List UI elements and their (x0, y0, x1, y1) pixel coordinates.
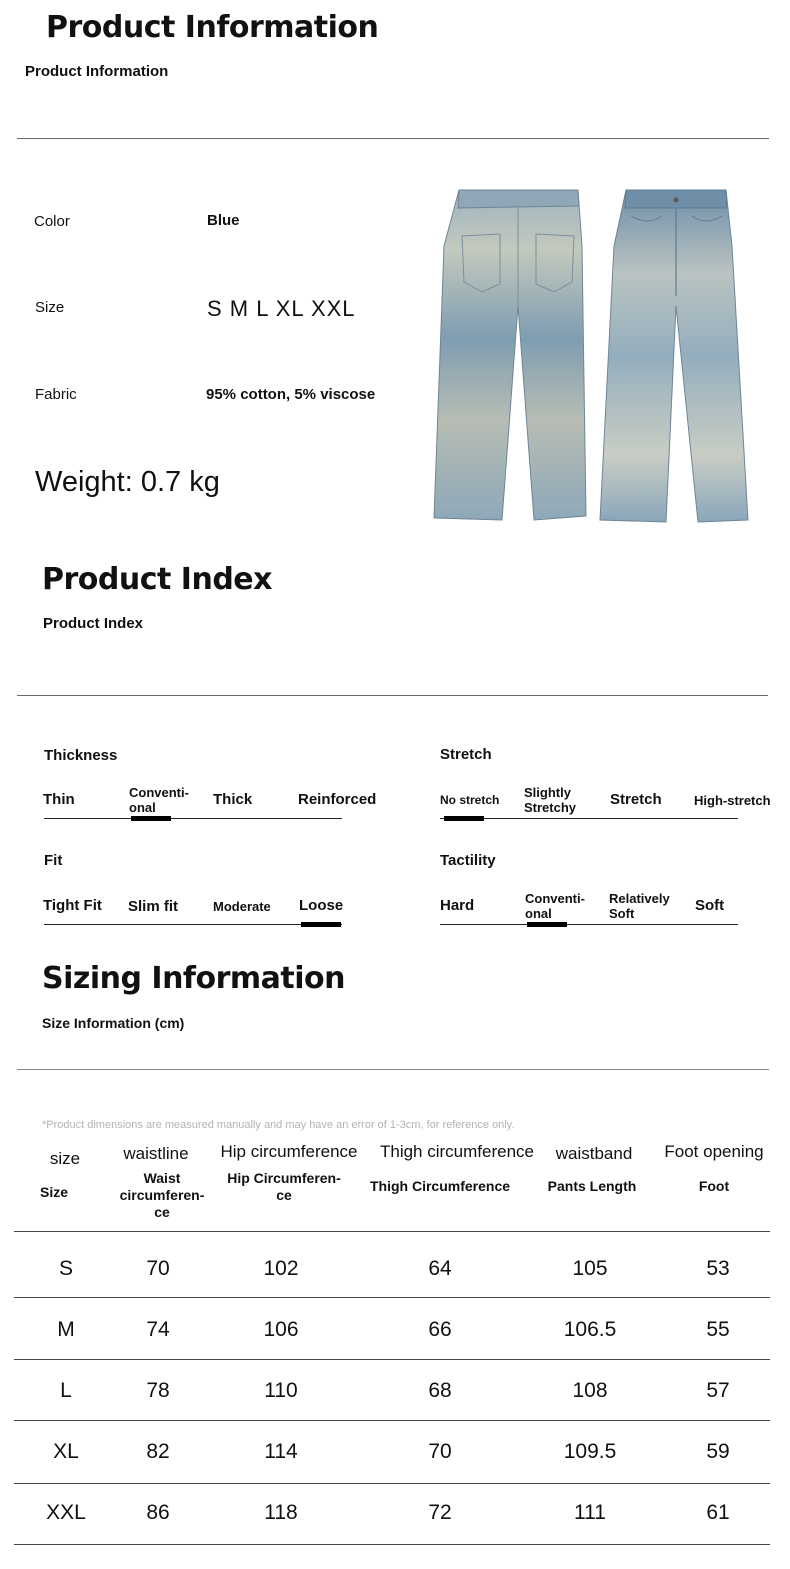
table-cell-size: XL (53, 1440, 79, 1463)
stretch-scale (440, 818, 738, 819)
table-row-rule (14, 1420, 770, 1421)
col-header-size: Size (39, 1184, 68, 1200)
table-cell-hip: 102 (263, 1257, 299, 1280)
table-cell-waist: 78 (146, 1379, 170, 1402)
table-cell-thigh: 66 (428, 1318, 452, 1341)
product-index-heading: Product Index (42, 562, 272, 597)
section-divider (17, 138, 769, 139)
thickness-option-thick: Thick (213, 791, 253, 808)
tactility-option-hard: Hard (440, 897, 475, 914)
table-cell-thigh: 64 (428, 1257, 452, 1280)
table-cell-foot: 57 (706, 1379, 730, 1402)
fit-option-slim-fit: Slim fit (128, 898, 179, 915)
size-label: Size (35, 299, 65, 316)
stretch-option-slightly-stretchy: Slightly Stretchy (524, 785, 577, 815)
fabric-label: Fabric (35, 386, 77, 403)
col-header-thigh-top: Thigh circumference (379, 1142, 534, 1161)
thickness-option-reinforced: Reinforced (298, 791, 377, 808)
tactility-scale (440, 924, 738, 925)
stretch-option-no-stretch: No stretch (440, 793, 500, 807)
table-cell-pants-length: 105 (572, 1257, 608, 1280)
table-cell-pants-length: 108 (572, 1379, 608, 1402)
thickness-scale (44, 818, 342, 819)
table-cell-foot: 61 (706, 1501, 730, 1524)
table-cell-foot: 53 (706, 1257, 730, 1280)
table-cell-thigh: 70 (428, 1440, 452, 1463)
table-row-rule (14, 1297, 770, 1298)
table-cell-hip: 118 (264, 1501, 298, 1524)
table-cell-waist: 74 (146, 1318, 170, 1341)
table-row-rule (14, 1544, 770, 1545)
table-cell-pants-length: 109.5 (563, 1440, 617, 1463)
table-header-rule (14, 1231, 770, 1232)
sizing-information-subheading: Size Information (cm) (42, 1015, 185, 1031)
fit-scale (44, 924, 342, 925)
table-cell-foot: 55 (706, 1318, 730, 1341)
table-cell-waist: 70 (146, 1257, 170, 1280)
col-header-foot: Foot (698, 1178, 730, 1194)
stretch-option-stretch: Stretch (610, 791, 662, 808)
weight-text: Weight: 0.7 kg (35, 466, 220, 498)
fit-title: Fit (44, 852, 63, 869)
table-row-rule (14, 1359, 770, 1360)
table-cell-pants-length: 111 (574, 1501, 606, 1524)
table-cell-waist: 86 (146, 1501, 170, 1524)
tactility-indicator (527, 922, 567, 927)
fit-indicator (301, 922, 341, 927)
product-information-heading: Product Information (46, 10, 379, 45)
section-divider (17, 695, 768, 696)
col-header-hip-top: Hip circumference (220, 1142, 358, 1161)
col-header-waistband-top: waistband (555, 1144, 633, 1163)
col-header-pants-length: Pants Length (547, 1178, 637, 1194)
col-header-waistline-top: waistline (123, 1144, 189, 1163)
table-cell-size: M (57, 1318, 75, 1341)
tactility-title: Tactility (440, 852, 496, 869)
size-value: S M L XL XXL (207, 296, 356, 321)
table-cell-size: S (58, 1257, 73, 1280)
product-image (426, 186, 756, 526)
table-cell-hip: 114 (264, 1440, 298, 1463)
color-value: Blue (207, 212, 240, 229)
fit-option-moderate: Moderate (213, 899, 271, 914)
thickness-option-thin: Thin (43, 791, 75, 808)
tactility-option-conventional: Conventi- onal (525, 891, 585, 921)
col-header-thigh: Thigh Circumference (369, 1178, 511, 1194)
table-cell-pants-length: 106.5 (563, 1318, 617, 1341)
section-divider (17, 1069, 769, 1070)
jeans-illustration (426, 186, 756, 526)
fit-option-tight-fit: Tight Fit (43, 897, 102, 914)
fabric-value: 95% cotton, 5% viscose (206, 386, 376, 403)
table-cell-hip: 106 (263, 1318, 299, 1341)
thickness-indicator (131, 816, 171, 821)
tactility-option-relatively-soft: Relatively Soft (609, 891, 670, 921)
table-row-rule (14, 1483, 770, 1484)
color-label: Color (34, 213, 70, 230)
col-header-size-top: size (49, 1149, 81, 1168)
sizing-information-heading: Sizing Information (42, 961, 345, 996)
thickness-title: Thickness (44, 747, 118, 764)
fit-option-loose: Loose (299, 897, 344, 914)
product-index-subheading: Product Index (43, 615, 144, 632)
thickness-option-conventional: Conventi- onal (129, 785, 189, 815)
table-cell-thigh: 72 (428, 1501, 452, 1524)
stretch-indicator (444, 816, 484, 821)
measurement-note: *Product dimensions are measured manually and may have an error of 1-3cm, for reference only. (42, 1119, 515, 1131)
table-cell-thigh: 68 (428, 1379, 452, 1402)
stretch-option-high-stretch: High-stretch (694, 793, 771, 808)
col-header-foot-opening-top: Foot opening (664, 1142, 764, 1161)
table-cell-foot: 59 (706, 1440, 730, 1463)
tactility-option-soft: Soft (695, 897, 725, 914)
stretch-title: Stretch (440, 746, 492, 763)
col-header-hip: Hip Circumferen- ce (227, 1170, 341, 1203)
col-header-waist: Waist circumferen- ce (119, 1170, 205, 1220)
table-cell-waist: 82 (146, 1440, 170, 1463)
table-cell-hip: 110 (264, 1379, 298, 1402)
product-information-subheading: Product Information (25, 63, 169, 80)
table-cell-size: L (60, 1379, 72, 1402)
table-cell-size: XXL (46, 1501, 86, 1524)
